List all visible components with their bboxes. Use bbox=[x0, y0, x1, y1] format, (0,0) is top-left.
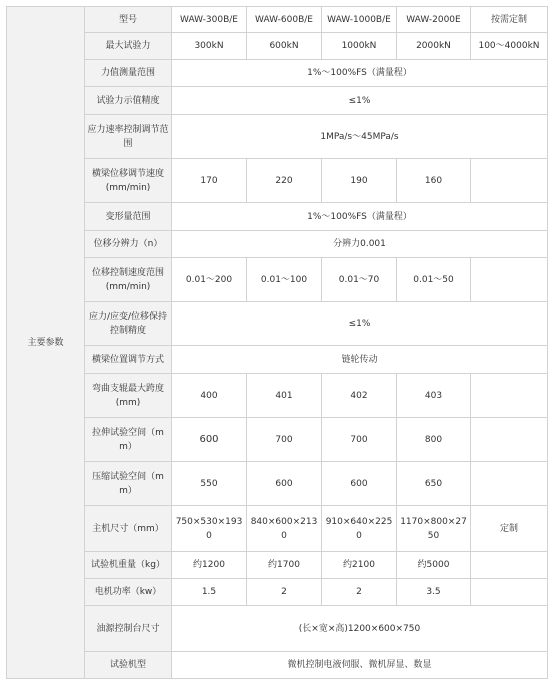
row-label: 弯曲支辊最大跨度(mm) bbox=[85, 374, 172, 418]
cell: 401 bbox=[247, 374, 322, 418]
row-label: 主机尺寸（mm） bbox=[85, 506, 172, 552]
row-label: 电机功率（kw） bbox=[85, 579, 172, 606]
cell: 约5000 bbox=[397, 552, 471, 579]
row-label: 应力速率控制调节范围 bbox=[85, 115, 172, 159]
cell: 800 bbox=[397, 418, 471, 462]
table-row bbox=[7, 506, 548, 552]
table-row bbox=[7, 33, 548, 60]
cell: 0.01～100 bbox=[247, 258, 322, 302]
cell: 220 bbox=[247, 159, 322, 203]
cell: 约1700 bbox=[247, 552, 322, 579]
row-label: 位移分辨力（n） bbox=[85, 231, 172, 258]
table-row bbox=[7, 302, 548, 346]
cell bbox=[471, 462, 548, 506]
row-label: 横梁位移调节速度(mm/min) bbox=[85, 159, 172, 203]
row-label: 试验机型 bbox=[85, 652, 172, 679]
cell: 300kN bbox=[172, 33, 247, 60]
cell: 0.01～50 bbox=[397, 258, 471, 302]
cell: 约2100 bbox=[322, 552, 397, 579]
model-header: WAW-1000B/E bbox=[322, 7, 397, 33]
group-label: 主要参数 bbox=[27, 337, 64, 348]
table-row bbox=[7, 374, 548, 418]
cell bbox=[471, 258, 548, 302]
cell: 2 bbox=[247, 579, 322, 606]
cell: 700 bbox=[322, 418, 397, 462]
cell bbox=[471, 579, 548, 606]
merged-cell: 1%～100%FS（满量程） bbox=[172, 203, 548, 231]
cell: 1000kN bbox=[322, 33, 397, 60]
cell bbox=[471, 159, 548, 203]
table-row bbox=[7, 60, 548, 87]
cell: 1170×800×2750 bbox=[397, 506, 471, 552]
cell: 3.5 bbox=[397, 579, 471, 606]
merged-cell: 分辨力0.001 bbox=[172, 231, 548, 258]
cell: 600 bbox=[322, 462, 397, 506]
row-label: 应力/应变/位移保持控制精度 bbox=[85, 302, 172, 346]
table-row bbox=[7, 231, 548, 258]
row-label: 横梁位置调节方式 bbox=[85, 346, 172, 374]
row-label: 变形量范围 bbox=[85, 203, 172, 231]
cell: 170 bbox=[172, 159, 247, 203]
model-header: WAW-2000E bbox=[397, 7, 471, 33]
cell: 0.01～70 bbox=[322, 258, 397, 302]
table-row bbox=[7, 87, 548, 115]
cell: 160 bbox=[397, 159, 471, 203]
row-label: 试验机重量（kg） bbox=[85, 552, 172, 579]
cell: 910×640×2250 bbox=[322, 506, 397, 552]
table-row bbox=[7, 203, 548, 231]
table-row bbox=[7, 462, 548, 506]
merged-cell: (长×宽×高)1200×600×750 bbox=[172, 606, 548, 652]
row-label: 试验力示值精度 bbox=[85, 87, 172, 115]
table-row bbox=[7, 7, 548, 33]
cell bbox=[471, 374, 548, 418]
cell: 1.5 bbox=[172, 579, 247, 606]
cell: 402 bbox=[322, 374, 397, 418]
table-row bbox=[7, 159, 548, 203]
row-label: 拉伸试验空间（mm） bbox=[85, 418, 172, 462]
merged-cell: 微机控制电液伺服、微机屏显、数显 bbox=[172, 652, 548, 679]
cell: 400 bbox=[172, 374, 247, 418]
merged-cell: 1%～100%FS（满量程） bbox=[172, 60, 548, 87]
cell: 650 bbox=[397, 462, 471, 506]
table-row bbox=[7, 418, 548, 462]
cell bbox=[471, 552, 548, 579]
cell: 403 bbox=[397, 374, 471, 418]
merged-cell: ≤1% bbox=[172, 87, 548, 115]
table-row bbox=[7, 552, 548, 579]
row-label: 位移控制速度范围(mm/min) bbox=[85, 258, 172, 302]
table-row bbox=[7, 346, 548, 374]
merged-cell: 链轮传动 bbox=[172, 346, 548, 374]
model-header: WAW-300B/E bbox=[172, 7, 247, 33]
cell: 0.01～200 bbox=[172, 258, 247, 302]
group-label-cell bbox=[7, 7, 85, 679]
cell: 定制 bbox=[471, 506, 548, 552]
cell: 750×530×1930 bbox=[172, 506, 247, 552]
row-label: 力值测量范围 bbox=[85, 60, 172, 87]
cell bbox=[471, 418, 548, 462]
row-label: 压缩试验空间（mm） bbox=[85, 462, 172, 506]
cell: 600 bbox=[247, 462, 322, 506]
table-row bbox=[7, 606, 548, 652]
cell: 190 bbox=[322, 159, 397, 203]
row-label: 型号 bbox=[85, 7, 172, 33]
cell: 600kN bbox=[247, 33, 322, 60]
table-row bbox=[7, 115, 548, 159]
cell: 600 bbox=[172, 418, 247, 462]
row-label: 油源控制台尺寸 bbox=[85, 606, 172, 652]
merged-cell: ≤1% bbox=[172, 302, 548, 346]
cell: 700 bbox=[247, 418, 322, 462]
cell: 550 bbox=[172, 462, 247, 506]
table-row bbox=[7, 258, 548, 302]
merged-cell: 1MPa/s～45MPa/s bbox=[172, 115, 548, 159]
spec-table bbox=[6, 6, 548, 679]
cell: 100～4000kN bbox=[471, 33, 548, 60]
table-row bbox=[7, 652, 548, 679]
cell: 约1200 bbox=[172, 552, 247, 579]
row-label: 最大试验力 bbox=[85, 33, 172, 60]
custom-header: 按需定制 bbox=[471, 7, 548, 33]
model-header: WAW-600B/E bbox=[247, 7, 322, 33]
cell: 840×600×2130 bbox=[247, 506, 322, 552]
cell: 2 bbox=[322, 579, 397, 606]
cell: 2000kN bbox=[397, 33, 471, 60]
table-row bbox=[7, 579, 548, 606]
